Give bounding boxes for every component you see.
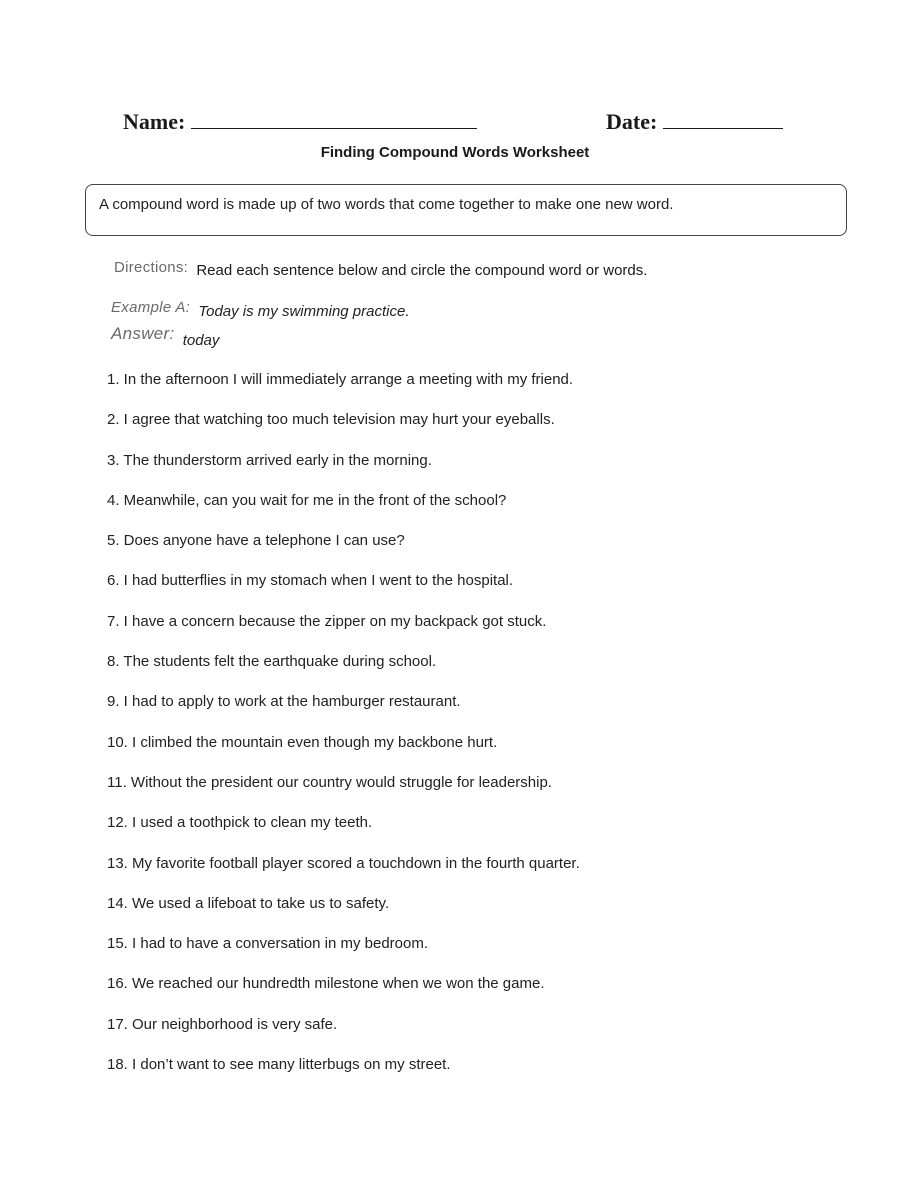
worksheet-header — [0, 104, 910, 140]
question-item: 15. I had to have a conversation in my bedroom. — [107, 935, 429, 953]
question-item: 1. In the afternoon I will immediately arrange a meeting with my friend. — [107, 371, 574, 388]
date-blank-line[interactable] — [663, 106, 783, 129]
example — [111, 299, 410, 320]
answer-label: Answer: — [111, 324, 175, 343]
question-item: 8. The students felt the earthquake during school. — [107, 653, 437, 671]
date-field-group — [606, 106, 783, 135]
example-answer — [111, 324, 220, 350]
question-item: 3. The thunderstorm arrived early in the morning. — [107, 451, 432, 469]
question-item: 4. Meanwhile, can you wait for me in the front of the school? — [107, 491, 507, 509]
question-item: 17. Our neighborhood is very safe. — [107, 1015, 338, 1033]
question-item: 13. My favorite football player scored a touchdown in the fourth quarter. — [107, 854, 580, 872]
question-item: 14. We used a lifeboat to take us to safety. — [107, 894, 390, 912]
name-field-group — [123, 106, 477, 135]
name-blank-line[interactable] — [191, 106, 477, 129]
question-item: 2. I agree that watching too much television may hurt your eyeballs. — [107, 411, 555, 429]
question-item: 10. I climbed the mountain even though my backbone hurt. — [107, 733, 498, 751]
definition-box — [85, 184, 847, 236]
question-item: 12. I used a toothpick to clean my teeth. — [107, 814, 373, 832]
directions — [114, 259, 648, 279]
date-label: Date: — [606, 109, 658, 134]
directions-label: Directions: — [114, 259, 189, 276]
question-item: 9. I had to apply to work at the hamburger restaurant. — [107, 693, 461, 711]
question-item: 5. Does anyone have a telephone I can use? — [107, 532, 405, 550]
question-item: 16. We reached our hundredth milestone when we won the game. — [107, 975, 545, 993]
directions-text: Read each sentence below and circle the compound word or words. — [196, 262, 648, 279]
question-item: 7. I have a concern because the zipper on my backpack got stuck. — [107, 612, 547, 630]
name-label: Name: — [123, 109, 186, 134]
definition-text: A compound word is made up of two words that come together to make one new word. — [99, 196, 674, 213]
question-list — [107, 371, 580, 1096]
question-item: 11. Without the president our country would struggle for leadership. — [107, 773, 552, 791]
question-item: 6. I had butterflies in my stomach when I went to the hospital. — [107, 572, 514, 590]
example-label: Example A: — [111, 299, 191, 316]
answer-text: today — [182, 332, 220, 349]
worksheet-title: Finding Compound Words Worksheet — [320, 144, 590, 161]
example-sentence: Today is my swimming practice. — [198, 303, 410, 320]
question-item: 18. I don’t want to see many litterbugs on my street. — [107, 1056, 451, 1074]
